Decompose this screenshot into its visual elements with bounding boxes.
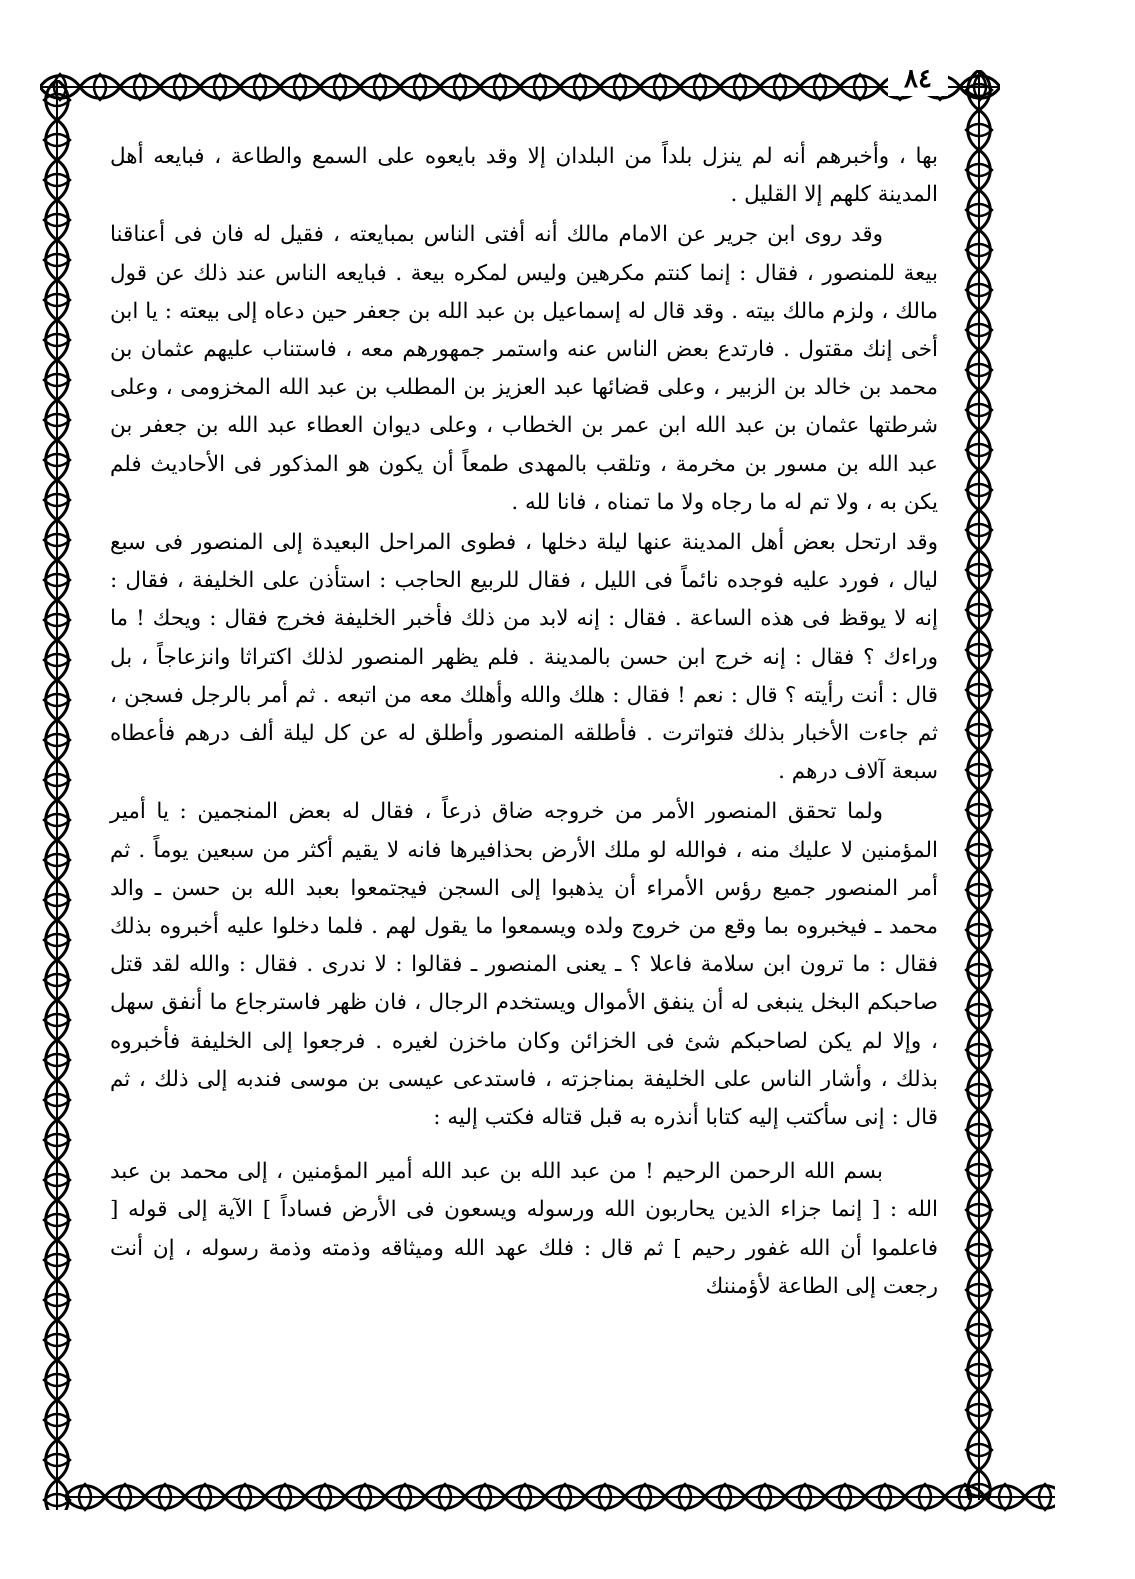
decorative-border-bottom: [65, 1480, 1055, 1514]
page-number: ٨٤: [888, 62, 948, 96]
paragraph: وقد ارتحل بعض أهل المدينة عنها ليلة دخلها ، فطوى المراحل البعيدة إلى المنصور فى سبع ليال ، فورد عليه فوجده نائماً فى الليل ، فقال للربيع الحاجب : استأذن على الخليفة ، فقال : إنه لا يوقظ فى هذه الساعة . فقال : إنه لابد من ذلك فأخبر الخليفة فخرج فقال : ويحك ! ما وراءك ؟ فقال : إنه خرج ابن حسن بالمدينة . فلم يظهر المنصور لذلك اكتراثا وانزعاجاً ، بل قال : أنت رأيته ؟ قال : نعم ! فقال : هلك والله وأهلك معه من اتبعه . ثم أمر بالرجل فسجن ، ثم جاءت الأخبار بذلك فتواترت . فأطلقه المنصور وأطلق له عن كل ليلة ألف درهم فأعطاه سبعة آلاف درهم .: [110, 530, 938, 785]
decorative-border-top: [40, 70, 1000, 104]
paragraph: بسم الله الرحمن الرحيم ! من عبد الله بن عبد الله أمير المؤمنين ، إلى محمد بن عبد الله : [ إنما جزاء الذين يحاربون الله ورسوله ويسعون فى الأرض فساداً ] الآية إلى قوله [ فاعلموا أن الله غفور رحيم ] ثم قال : فلك عهد الله وميثاقه وذمته وذمة رسوله ، إن أنت رجعت إلى الطاعة لأؤمننك: [110, 1159, 938, 1299]
paragraph: ولما تحقق المنصور الأمر من خروجه ضاق ذرعاً ، فقال له بعض المنجمين : يا أمير المؤمنين لا عليك منه ، فوالله لو ملك الأرض بحذافيرها فانه لا يقيم أكثر من سبعين يوماً . ثم أمر المنصور جميع رؤس الأمراء أن يذهبوا إلى السجن فيجتمعوا بعبد الله بن حسن ـ والد محمد ـ فيخبروه بما وقع من خروج ولده ويسمعوا ما يقول لهم . فلما دخلوا عليه أخبروه بذلك فقال : ما ترون ابن سلامة فاعلا ؟ ـ يعنى المنصور ـ فقالوا : لا ندرى . فقال : والله لقد قتل صاحبكم البخل ينبغى له أن ينفق الأموال ويستخدم الرجال ، فان ظهر فاسترجاع ما أنفق سهل ، وإلا لم يكن لصاحبكم شئ فى الخزائن وكان ماخزن لغيره . فرجعوا إلى الخليفة فأخبروه بذلك ، وأشار الناس على الخليفة بمناجزته ، فاستدعى عيسى بن موسى فندبه إلى ذلك ، ثم قال : إنى سأكتب إليه كتابا أنذره به قبل قتاله فكتب إليه :: [110, 799, 938, 1131]
decorative-border-right: [960, 70, 998, 1500]
body-text: [110, 138, 938, 1306]
paragraph: وقد روى ابن جرير عن الامام مالك أنه أفتى الناس بمبايعته ، فقيل له فان فى أعناقنا بيعة للمنصور ، فقال : إنما كنتم مكرهين وليس لمكره بيعة . فبايعه الناس عند ذلك عن قول مالك ، ولزم مالك بيته . وقد قال له إسماعيل بن عبد الله بن جعفر حين دعاه إلى بيعته : يا ابن أخى إنك مقتول . فارتدع بعض الناس عنه واستمر جمهورهم معه ، فاستناب عليهم عثمان بن محمد بن خالد بن الزبير ، وعلى قضائها عبد العزيز بن المطلب بن عبد الله المخزومى ، وعلى شرطتها عثمان بن عبد الله ابن عمر بن الخطاب ، وعلى ديوان العطاء عبد الله بن جعفر بن عبد الله بن مسور بن مخرمة ، وتلقب بالمهدى طمعاً أن يكون هو المذكور فى الأحاديث فلم يكن به ، ولا تم له ما رجاه ولا ما تمناه ، فانا لله .: [110, 222, 938, 515]
paragraph: بها ، وأخبرهم أنه لم ينزل بلداً من البلدان إلا وقد بايعوه على السمع والطاعة ، فبايعه أهل المدينة كلهم إلا القليل .: [110, 144, 938, 208]
decorative-border-left: [38, 80, 76, 1510]
